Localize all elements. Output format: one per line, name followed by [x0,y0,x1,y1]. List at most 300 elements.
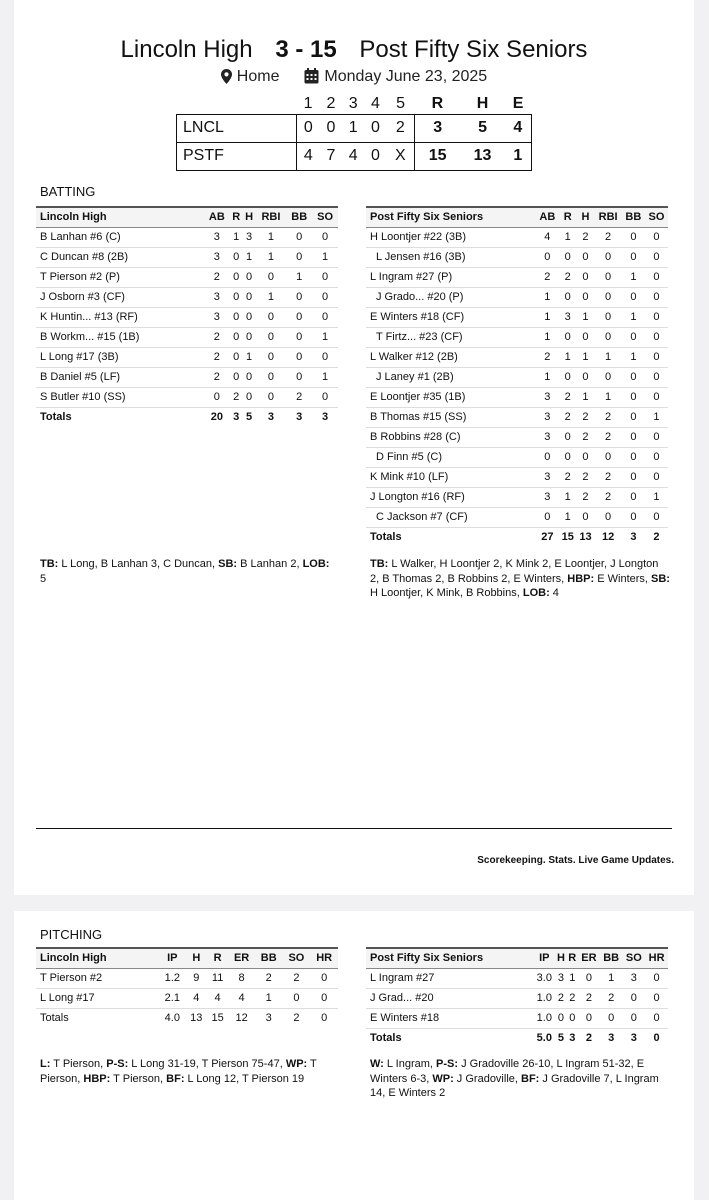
linescore-col-header: 2 [326,94,336,112]
player-name: H Loontjer #22 (3B) [366,227,536,247]
note-text: 5 [40,572,47,585]
stat-cell: 2 [577,407,595,427]
player-name: B Robbins #28 (C) [366,427,536,447]
stat-cell: 1 [600,968,623,988]
stat-cell: 0 [559,447,577,467]
table-row [366,267,668,287]
stat-cell: 0 [594,307,621,327]
stat-cell: 2 [204,267,230,287]
totals-cell: 13 [190,1012,203,1025]
stat-cell: 3.0 [533,968,555,988]
stat-cell: 0 [645,327,668,347]
column-header: Post Fifty Six Seniors [366,207,536,227]
stat-cell: 2 [578,988,600,1008]
stat-cell: 0 [622,427,645,447]
note-label: P-S: [436,1058,459,1070]
stat-cell: 0 [645,367,668,387]
stat-cell: 0 [559,367,577,387]
column-header: H [243,207,256,227]
stat-cell: 0 [594,367,621,387]
pstf-pitching-table [366,947,668,1048]
stat-cell: 0 [645,427,668,447]
stat-cell: 0 [230,287,243,307]
stat-cell: 0 [594,447,621,467]
column-header: SO [623,948,646,968]
stat-cell: 2 [536,267,559,287]
pitching-section-label: PITCHING [40,927,103,942]
stat-cell: 0 [645,1008,668,1028]
note-text: L Ingram, [383,1058,437,1070]
player-name: C Jackson #7 (CF) [366,507,536,527]
stat-cell: 0 [577,367,595,387]
column-header: AB [536,207,559,227]
column-header: SO [645,207,668,227]
column-header: Post Fifty Six Seniors [366,948,533,968]
totals-label: Totals [40,1012,69,1025]
stat-cell: 0 [645,227,668,247]
stat-cell: 2 [230,387,243,407]
stat-cell: 0 [204,387,230,407]
footer-tagline: Scorekeeping. Stats. Live Game Updates. [477,855,674,866]
linescore-cell: X [387,142,415,170]
linescore-col-header: 5 [396,94,405,112]
stat-cell: 1 [559,347,577,367]
location-pin-icon [221,69,232,89]
player-name: E Winters #18 (CF) [366,307,536,327]
lincoln-pitching-table [36,947,338,1028]
player-name: D Finn #5 (C) [366,447,536,467]
stat-cell: 2 [555,988,566,1008]
column-header: Lincoln High [36,948,159,968]
note-text: T Pierson, [110,1072,167,1085]
stat-cell: 2 [559,267,577,287]
totals-label: Totals [40,411,72,424]
player-name: J Laney #1 (2B) [366,367,536,387]
linescore-cell: 13 [460,142,505,170]
stat-cell: 0 [600,1008,623,1028]
table-header-row [366,948,668,968]
stat-cell: 0 [312,307,338,327]
stat-cell: 0 [594,327,621,347]
totals-cell: 3 [233,411,240,424]
player-name: T Firtz... #23 (CF) [366,327,536,347]
table-row [366,387,668,407]
player-name: E Winters #18 [366,1008,533,1028]
table-row [366,1008,668,1028]
player-name: L Jensen #16 (3B) [366,247,536,267]
linescore-cell: 3 [415,114,461,142]
stat-cell: 0 [555,1008,566,1028]
stat-cell: 1 [559,487,577,507]
linescore-cell: 15 [415,142,461,170]
linescore-cell: 4 [296,142,320,170]
stat-cell: 0 [283,988,311,1008]
linescore-cell: 7 [320,142,342,170]
table-row [366,407,668,427]
stat-cell: 0 [577,447,595,467]
stat-cell: 0 [243,327,256,347]
stat-cell: 0 [622,487,645,507]
table-header-row [36,207,338,227]
stat-cell: 9 [186,968,207,988]
note-label: WP: [285,1058,308,1070]
stat-cell: 1 [645,407,668,427]
stat-cell: 1 [312,247,338,267]
column-header: HR [310,948,338,968]
note-text: B Lanhan 2, [237,558,303,570]
stat-cell: 0 [577,327,595,347]
stat-cell: 2 [286,387,312,407]
stat-cell: 1 [567,968,578,988]
linescore-cell: 4 [505,114,532,142]
stat-cell: 0 [256,267,287,287]
stat-cell: 0 [230,267,243,287]
stat-cell: 3 [623,968,646,988]
linescore-col-header: 3 [348,94,358,112]
note-label: W: [370,1058,384,1070]
linescore-cell: 1 [342,114,364,142]
stat-cell: 0 [645,968,668,988]
table-row [36,267,338,287]
totals-cell: 5 [246,411,253,424]
divider [36,828,672,829]
stat-cell: 0 [312,347,338,367]
game-summary-card [14,0,694,895]
table-row [366,467,668,487]
stat-cell: 2 [255,968,283,988]
stat-cell: 0 [645,988,668,1008]
table-row [36,247,338,267]
lincoln-batting-notes [40,557,330,586]
column-header: ER [228,948,255,968]
stat-cell: 1 [622,267,645,287]
final-score: 3 - 15 [275,36,337,63]
column-header: ER [578,948,600,968]
totals-row [36,407,338,427]
note-label: P-S: [106,1058,129,1070]
linescore-header-row [177,94,532,114]
note-text: J Gradoville 26-10, L Ingram 51-32, E Winters 6-3, [370,1058,645,1085]
player-name: L Walker #12 (2B) [366,347,536,367]
stat-cell: 1 [594,347,621,367]
column-header: BB [286,207,312,227]
stat-cell: 0 [645,467,668,487]
note-label: LOB: [302,558,330,570]
stat-cell: 0 [230,347,243,367]
player-name: L Ingram #27 (P) [366,267,536,287]
lincoln-batting-table [36,206,338,427]
stat-cell: 0 [559,327,577,347]
column-header: R [559,207,577,227]
stat-cell: 0 [622,247,645,267]
stat-cell: 0 [559,427,577,447]
batting-section-label: BATTING [40,184,96,199]
totals-cell: 3 [296,411,303,424]
stat-cell: 3 [204,307,230,327]
note-text: J Gradoville, [453,1072,521,1085]
table-row [36,327,338,347]
stat-cell: 0 [594,507,621,527]
table-row [366,988,668,1008]
player-name: S Butler #10 (SS) [36,387,204,407]
stat-cell: 1 [536,327,559,347]
stat-cell: 0 [312,387,338,407]
table-row [366,287,668,307]
totals-row [366,527,668,547]
note-label: SB: [651,572,670,585]
pstf-pitching-notes [370,1057,675,1101]
totals-cell: 0 [321,1012,328,1025]
stat-cell: 1.0 [533,1008,555,1028]
column-header: HR [645,948,668,968]
column-header: BB [600,948,623,968]
pstf-batting-table [366,206,668,547]
linescore-cell: 5 [460,114,505,142]
stat-cell: 0 [622,287,645,307]
stat-cell: 3 [536,427,559,447]
totals-cell: 12 [601,531,615,544]
player-name: T Pierson #2 (P) [36,267,204,287]
player-name: K Mink #10 (LF) [366,467,536,487]
stat-cell: 0 [310,988,338,1008]
stat-cell: 3 [536,487,559,507]
stat-cell: 1 [312,367,338,387]
linescore-cell: 0 [364,142,386,170]
stat-cell: 4 [536,227,559,247]
note-text: L Long, B Lanhan 3, C Duncan, [58,558,219,570]
stat-cell: 0 [256,387,287,407]
linescore-team: LNCL [177,114,297,142]
stat-cell: 4 [207,988,228,1008]
stat-cell: 1 [243,247,256,267]
note-label: LOB: [522,587,550,599]
stat-cell: 0 [622,467,645,487]
player-name: E Loontjer #35 (1B) [366,387,536,407]
stat-cell: 0 [622,387,645,407]
stat-cell: 1 [230,227,243,247]
stat-cell: 0 [256,367,287,387]
note-text: H Loontjer, K Mink, B Robbins, [370,587,523,599]
stat-cell: 0 [645,247,668,267]
totals-cell: 3 [630,1032,637,1045]
stat-cell: 2 [577,487,595,507]
note-label: SB: [218,558,238,570]
linescore-col-header: 4 [371,94,380,112]
note-text: J Gradoville 7, L Ingram 14, E Winters 2 [370,1072,659,1099]
stat-cell: 3 [536,387,559,407]
pitching-card [14,911,694,1200]
table-row [366,247,668,267]
stat-cell: 1 [594,387,621,407]
stat-cell: 0 [645,507,668,527]
note-text: L Long 31-19, T Pierson 75-47, [128,1058,286,1070]
player-name: J Grad... #20 [366,988,533,1008]
stat-cell: 3 [204,247,230,267]
stat-cell: 0 [645,387,668,407]
stat-cell: 1 [256,227,287,247]
player-name: B Workm... #15 (1B) [36,327,204,347]
totals-cell: 2 [653,531,660,544]
game-date: Monday June 23, 2025 [324,68,488,85]
stat-cell: 0 [256,347,287,367]
stat-cell: 0 [312,227,338,247]
note-label: HBP: [83,1072,111,1085]
note-label: WP: [432,1072,454,1085]
stat-cell: 0 [577,507,595,527]
stat-cell: 0 [577,247,595,267]
note-label: TB: [40,558,59,570]
stat-cell: 3 [204,227,230,247]
table-row [366,307,668,327]
pstf-batting-notes [370,557,670,601]
stat-cell: 2 [204,327,230,347]
stat-cell: 1 [256,247,287,267]
stat-cell: 1 [536,367,559,387]
player-name: K Huntin... #13 (RF) [36,307,204,327]
stat-cell: 1.2 [159,968,186,988]
column-header: SO [283,948,311,968]
stat-cell: 2 [594,487,621,507]
stat-cell: 0 [594,267,621,287]
stat-cell: 2 [594,227,621,247]
linescore-table [176,94,532,171]
stat-cell: 0 [243,387,256,407]
stat-cell: 3 [555,968,566,988]
stat-cell: 1 [577,307,595,327]
table-row [36,227,338,247]
stat-cell: 1 [536,307,559,327]
stat-cell: 2 [594,407,621,427]
note-label: BF: [521,1072,540,1085]
column-header: R [230,207,243,227]
stat-cell: 1 [577,387,595,407]
note-text: 4 [549,587,559,599]
column-header: H [577,207,595,227]
table-row [366,507,668,527]
linescore-team-header [177,94,297,114]
table-row [366,487,668,507]
stat-cell: 0 [243,287,256,307]
table-header-row [366,207,668,227]
stat-cell: 0 [622,367,645,387]
totals-cell: 5.0 [536,1032,552,1045]
stat-cell: 0 [536,507,559,527]
calendar-icon [304,68,319,89]
stat-cell: 2 [577,227,595,247]
note-label: L: [40,1058,51,1070]
linescore-cell: 2 [387,114,415,142]
note-label: HBP: [567,572,595,585]
stat-cell: 3 [536,467,559,487]
stat-cell: 1 [622,347,645,367]
linescore-row [177,142,532,170]
note-label: BF: [166,1072,185,1085]
stat-cell: 1 [559,507,577,527]
stat-cell: 0 [536,447,559,467]
table-row [36,387,338,407]
stat-cell: 0 [243,307,256,327]
table-row [366,227,668,247]
table-row [366,327,668,347]
home-team-name: Lincoln High [120,36,253,63]
table-header-row [36,948,338,968]
stat-cell: 0 [230,247,243,267]
stat-cell: 3 [243,227,256,247]
linescore-cell: 1 [505,142,532,170]
stat-cell: 3 [559,307,577,327]
stat-cell: 2 [577,427,595,447]
column-header: R [207,948,228,968]
column-header: BB [622,207,645,227]
stat-cell: 0 [286,307,312,327]
stat-cell: 2 [600,988,623,1008]
totals-cell: 3 [322,411,329,424]
stat-cell: 0 [577,287,595,307]
player-name: T Pierson #2 [36,968,159,988]
stat-cell: 0 [243,267,256,287]
column-header: BB [255,948,283,968]
stat-cell: 0 [645,447,668,467]
table-row [36,367,338,387]
stat-cell: 0 [578,968,600,988]
stat-cell: 0 [312,287,338,307]
linescore-cell: 0 [320,114,342,142]
stat-cell: 0 [286,287,312,307]
linescore-row [177,114,532,142]
stat-cell: 1.0 [533,988,555,1008]
stat-cell: 4 [228,988,255,1008]
player-name: J Grado... #20 (P) [366,287,536,307]
player-name: J Osborn #3 (CF) [36,287,204,307]
stat-cell: 2 [204,367,230,387]
player-name: B Thomas #15 (SS) [366,407,536,427]
stat-cell: 0 [230,327,243,347]
stat-cell: 8 [228,968,255,988]
column-header: RBI [256,207,287,227]
note-text: L Walker, H Loontjer 2, K Mink 2, E Loontjer, J Longton 2, B Thomas 2, B Robbins 2, E Winters, [370,558,659,585]
column-header: IP [533,948,555,968]
stat-cell: 0 [594,287,621,307]
stat-cell: 0 [559,247,577,267]
stat-cell: 0 [577,267,595,287]
totals-cell: 27 [541,531,554,544]
totals-cell: 2 [585,1032,592,1045]
stat-cell: 1 [312,327,338,347]
totals-cell: 15 [561,531,574,544]
totals-cell: 4.0 [164,1012,180,1025]
stat-cell: 2 [594,427,621,447]
stat-cell: 0 [645,347,668,367]
note-text: E Winters, [594,572,652,585]
stat-cell: 11 [207,968,228,988]
lincoln-pitching-notes [40,1057,340,1086]
stat-cell: 1 [577,347,595,367]
totals-cell: 3 [569,1032,576,1045]
stat-cell: 2 [559,407,577,427]
note-text: T Pierson, [40,1058,317,1085]
column-header: H [186,948,207,968]
stat-cell: 2 [559,387,577,407]
totals-row [36,1008,338,1028]
table-row [36,968,338,988]
stat-cell: 3 [536,407,559,427]
linescore-cell: 4 [342,142,364,170]
stat-cell: 0 [256,327,287,347]
linescore-team: PSTF [177,142,297,170]
linescore-cell: 0 [296,114,320,142]
totals-cell: 20 [210,411,223,424]
player-name: L Long #17 (3B) [36,347,204,367]
